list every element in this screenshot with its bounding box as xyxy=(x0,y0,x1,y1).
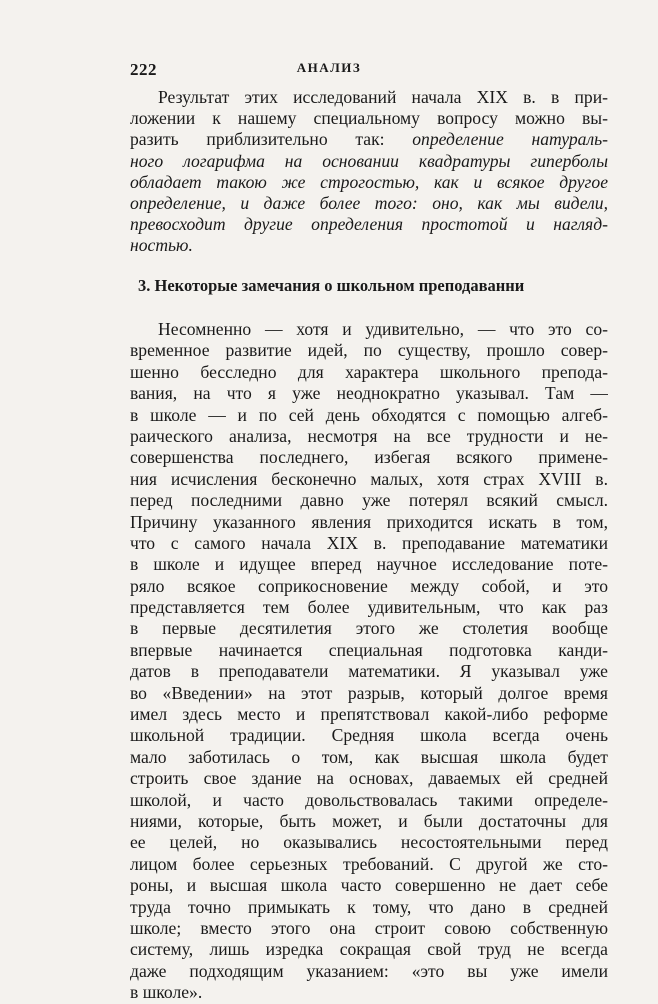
running-head: АНАЛИЗ xyxy=(296,60,362,75)
text-line: Несомненно — хотя и удивительно, — что это со- xyxy=(158,319,608,339)
text-line: школе; вместо этого она строит совою собственную xyxy=(130,917,608,938)
text-line: лицом более серьезных требований. С другой же сто- xyxy=(130,853,608,874)
text-line: в школе и идущее вперед научное исследование поте- xyxy=(130,554,608,575)
text-line: даже подходящим указанием: «это вы уже имели xyxy=(130,960,608,981)
text-line: школьной традиции. Средняя школа всегда очень xyxy=(130,725,608,746)
text-line: ряло всякое соприкосновение между собой, и это xyxy=(130,575,608,596)
text-line: систему, лишь изредка сокращая свой труд не всегда xyxy=(130,939,608,960)
text-line: раического анализа, несмотря на все трудности и не- xyxy=(130,425,608,446)
text-line: шенно бесследно для характера школьного препода- xyxy=(130,361,608,382)
text-line: превосходит другие определения простотой и нагляд- xyxy=(130,214,608,235)
text-line: в первые десятилетия этого же столетия вообще xyxy=(130,618,608,639)
text-line: имел здесь место и препятствовал какой-либо реформе xyxy=(130,704,608,725)
text-line: в школе». xyxy=(130,982,203,1003)
text-line: перед последними давно уже потерял всякий смысл. xyxy=(130,490,608,511)
text-line: Результат этих исследований начала XIX в. в при- xyxy=(158,87,608,107)
text-line: ее целей, но оказывались несостоятельными перед xyxy=(130,832,608,853)
text-line: ложении к нашему специальному вопросу можно вы- xyxy=(130,108,608,129)
text-line: обладает такою же строгостью, как и всякое другое xyxy=(130,171,608,192)
paragraph-2 xyxy=(130,319,608,1004)
text-line: Причину указанного явления приходится искать в том, xyxy=(130,511,608,532)
text-line: труда точно примыкать к тому, что дано в средней xyxy=(130,896,608,917)
text-line: ного логарифма на основании квадратуры гиперболы xyxy=(130,150,608,171)
text-line: впервые начинается специальная подготовка канди- xyxy=(130,639,608,660)
section-heading: 3. Некоторые замечания о школьном преподаванни xyxy=(138,276,525,295)
text-line: ния исчисления бесконечно малых, хотя страх XVIII в. xyxy=(130,468,608,489)
text-line: во «Введении» на этот разрыв, который долгое время xyxy=(130,682,608,703)
text-line: датов в преподаватели математики. Я указывал уже xyxy=(130,661,608,682)
text-line: ниями, которые, быть может, и были достаточны для xyxy=(130,810,608,831)
text-line xyxy=(130,129,608,150)
text-line: мало заботилась о том, как высшая школа будет xyxy=(130,746,608,767)
text-line: в школе — и по сей день обходятся с помощью алгеб- xyxy=(130,404,608,425)
text-line: временное развитие идей, по существу, прошло совер- xyxy=(130,340,608,361)
text-line: представляется тем более удивительным, что как раз xyxy=(130,597,608,618)
text-line: совершенства последнего, избегая всякого примене- xyxy=(130,447,608,468)
text-span: разить приблизительно так: xyxy=(130,129,413,150)
text-line: строить свое здание на основах, даваемых ей средней xyxy=(130,768,608,789)
paragraph-1 xyxy=(130,87,608,257)
text-line: что с самого начала XIX в. преподавание математики xyxy=(130,532,608,553)
text-line: школой, и часто довольствовалась такими определе- xyxy=(130,789,608,810)
text-line: ностью. xyxy=(130,235,193,256)
text-line: вания, на что я уже неоднократно указывал. Там — xyxy=(130,383,608,404)
page-number: 222 xyxy=(130,60,157,79)
emphasis: определение натураль- xyxy=(412,129,608,150)
text-line: определение, и даже более того: оно, как мы видели, xyxy=(130,192,608,213)
text-line: роны, и высшая школа часто совершенно не дает себе xyxy=(130,875,608,896)
